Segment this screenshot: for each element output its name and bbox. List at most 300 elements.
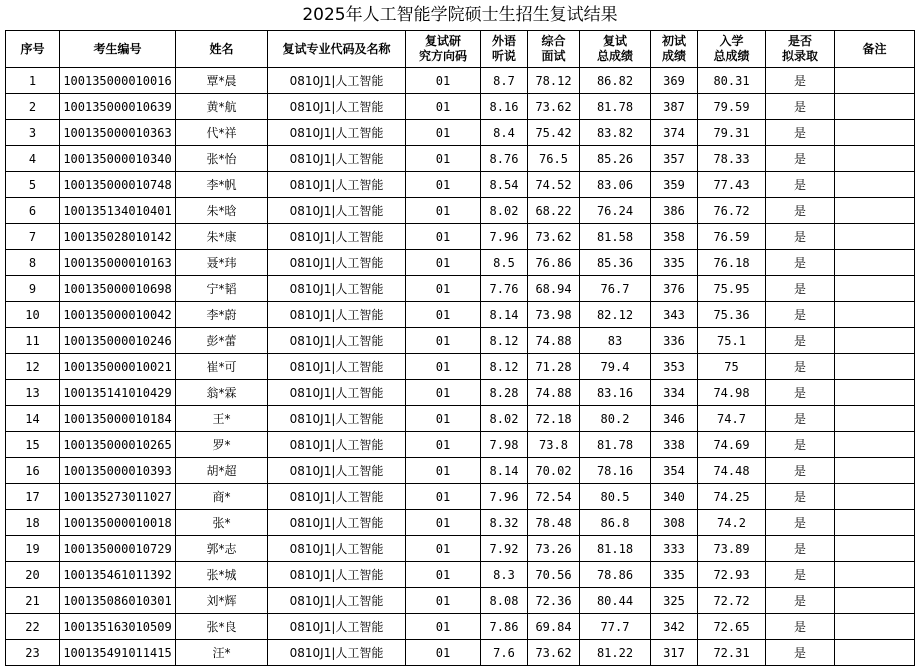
cell-retest-total: 83.06	[580, 172, 651, 198]
cell-seq: 12	[6, 354, 60, 380]
cell-admit: 是	[766, 380, 835, 406]
cell-admit: 是	[766, 250, 835, 276]
table-row	[6, 250, 915, 276]
cell-admit: 是	[766, 354, 835, 380]
cell-initial: 353	[651, 354, 698, 380]
cell-name: 李*蔚	[176, 302, 268, 328]
header-admission-total-line2: 总成绩	[713, 49, 750, 63]
cell-seq: 21	[6, 588, 60, 614]
cell-exam-id: 100135000010042	[60, 302, 176, 328]
table-row	[6, 198, 915, 224]
table-row	[6, 354, 915, 380]
cell-seq: 1	[6, 68, 60, 94]
cell-admission-total: 74.7	[698, 406, 766, 432]
cell-name: 张*良	[176, 614, 268, 640]
cell-name: 郭*志	[176, 536, 268, 562]
cell-interview: 73.98	[528, 302, 580, 328]
cell-admit: 是	[766, 406, 835, 432]
cell-name: 翁*霖	[176, 380, 268, 406]
table-row	[6, 484, 915, 510]
cell-remark	[835, 614, 915, 640]
cell-exam-id: 100135000010729	[60, 536, 176, 562]
table-row	[6, 302, 915, 328]
cell-seq: 14	[6, 406, 60, 432]
cell-name: 张*城	[176, 562, 268, 588]
cell-listening: 8.4	[481, 120, 528, 146]
cell-seq: 13	[6, 380, 60, 406]
cell-major: 0810J1|人工智能	[268, 406, 406, 432]
header-initial	[651, 31, 698, 68]
cell-interview: 72.36	[528, 588, 580, 614]
cell-exam-id: 100135273011027	[60, 484, 176, 510]
cell-major: 0810J1|人工智能	[268, 614, 406, 640]
cell-interview: 73.26	[528, 536, 580, 562]
table-row	[6, 588, 915, 614]
cell-listening: 7.6	[481, 640, 528, 666]
cell-direction: 01	[406, 458, 481, 484]
cell-initial: 335	[651, 250, 698, 276]
cell-initial: 338	[651, 432, 698, 458]
cell-direction: 01	[406, 536, 481, 562]
table-row	[6, 432, 915, 458]
cell-admit: 是	[766, 510, 835, 536]
cell-admission-total: 74.48	[698, 458, 766, 484]
cell-listening: 8.5	[481, 250, 528, 276]
header-admit-line2: 拟录取	[781, 49, 818, 63]
cell-initial: 374	[651, 120, 698, 146]
cell-initial: 386	[651, 198, 698, 224]
cell-interview: 70.56	[528, 562, 580, 588]
cell-admission-total: 73.89	[698, 536, 766, 562]
cell-direction: 01	[406, 510, 481, 536]
cell-remark	[835, 432, 915, 458]
cell-remark	[835, 172, 915, 198]
cell-listening: 8.14	[481, 458, 528, 484]
cell-retest-total: 85.26	[580, 146, 651, 172]
cell-listening: 8.08	[481, 588, 528, 614]
table-row	[6, 328, 915, 354]
cell-admission-total: 72.65	[698, 614, 766, 640]
cell-retest-total: 80.2	[580, 406, 651, 432]
cell-remark	[835, 458, 915, 484]
header-initial-line1: 初试	[661, 34, 686, 48]
cell-remark	[835, 354, 915, 380]
cell-seq: 5	[6, 172, 60, 198]
cell-admit: 是	[766, 432, 835, 458]
cell-interview: 72.54	[528, 484, 580, 510]
cell-name: 覃*晨	[176, 68, 268, 94]
cell-exam-id: 100135000010163	[60, 250, 176, 276]
cell-admit: 是	[766, 68, 835, 94]
header-major	[268, 31, 406, 68]
table-row	[6, 614, 915, 640]
cell-retest-total: 81.78	[580, 432, 651, 458]
header-direction	[406, 31, 481, 68]
header-name-line1: 姓名	[209, 41, 234, 56]
cell-major: 0810J1|人工智能	[268, 172, 406, 198]
cell-interview: 73.62	[528, 640, 580, 666]
cell-interview: 69.84	[528, 614, 580, 640]
cell-listening: 7.92	[481, 536, 528, 562]
cell-remark	[835, 250, 915, 276]
cell-remark	[835, 510, 915, 536]
cell-admission-total: 75.1	[698, 328, 766, 354]
cell-name: 刘*辉	[176, 588, 268, 614]
cell-retest-total: 81.78	[580, 94, 651, 120]
table-row	[6, 120, 915, 146]
table-row	[6, 510, 915, 536]
cell-major: 0810J1|人工智能	[268, 588, 406, 614]
cell-major: 0810J1|人工智能	[268, 68, 406, 94]
cell-admission-total: 77.43	[698, 172, 766, 198]
cell-direction: 01	[406, 120, 481, 146]
cell-admission-total: 72.93	[698, 562, 766, 588]
cell-admission-total: 72.72	[698, 588, 766, 614]
cell-retest-total: 86.82	[580, 68, 651, 94]
cell-name: 王*	[176, 406, 268, 432]
cell-listening: 7.98	[481, 432, 528, 458]
cell-exam-id: 100135000010639	[60, 94, 176, 120]
cell-admit: 是	[766, 484, 835, 510]
cell-initial: 343	[651, 302, 698, 328]
cell-listening: 7.76	[481, 276, 528, 302]
cell-interview: 78.48	[528, 510, 580, 536]
cell-listening: 7.96	[481, 484, 528, 510]
cell-name: 罗*	[176, 432, 268, 458]
cell-name: 代*祥	[176, 120, 268, 146]
cell-retest-total: 80.5	[580, 484, 651, 510]
cell-retest-total: 80.44	[580, 588, 651, 614]
table-row	[6, 94, 915, 120]
cell-seq: 19	[6, 536, 60, 562]
cell-exam-id: 100135000010748	[60, 172, 176, 198]
cell-admit: 是	[766, 562, 835, 588]
cell-exam-id: 100135086010301	[60, 588, 176, 614]
cell-admit: 是	[766, 328, 835, 354]
cell-name: 彭*蕾	[176, 328, 268, 354]
header-major-line1: 复试专业代码及名称	[282, 41, 391, 56]
cell-major: 0810J1|人工智能	[268, 536, 406, 562]
cell-retest-total: 77.7	[580, 614, 651, 640]
cell-remark	[835, 146, 915, 172]
cell-remark	[835, 120, 915, 146]
cell-admission-total: 79.59	[698, 94, 766, 120]
cell-interview: 73.62	[528, 94, 580, 120]
cell-name: 宁*韬	[176, 276, 268, 302]
cell-direction: 01	[406, 276, 481, 302]
cell-admission-total: 72.31	[698, 640, 766, 666]
cell-admit: 是	[766, 94, 835, 120]
cell-interview: 72.18	[528, 406, 580, 432]
cell-remark	[835, 94, 915, 120]
cell-major: 0810J1|人工智能	[268, 276, 406, 302]
cell-remark	[835, 536, 915, 562]
cell-exam-id: 100135491011415	[60, 640, 176, 666]
cell-retest-total: 85.36	[580, 250, 651, 276]
cell-retest-total: 81.18	[580, 536, 651, 562]
header-admission-total	[698, 31, 766, 68]
table-row	[6, 276, 915, 302]
cell-listening: 8.76	[481, 146, 528, 172]
cell-exam-id: 100135000010340	[60, 146, 176, 172]
cell-admit: 是	[766, 458, 835, 484]
cell-listening: 8.54	[481, 172, 528, 198]
cell-admit: 是	[766, 120, 835, 146]
header-seq	[6, 31, 60, 68]
cell-admission-total: 80.31	[698, 68, 766, 94]
header-interview-line1: 综合	[541, 34, 566, 48]
cell-remark	[835, 588, 915, 614]
cell-major: 0810J1|人工智能	[268, 562, 406, 588]
cell-direction: 01	[406, 224, 481, 250]
cell-admit: 是	[766, 302, 835, 328]
cell-initial: 317	[651, 640, 698, 666]
cell-interview: 75.42	[528, 120, 580, 146]
header-interview	[528, 31, 580, 68]
cell-initial: 346	[651, 406, 698, 432]
cell-initial: 369	[651, 68, 698, 94]
cell-remark	[835, 302, 915, 328]
cell-remark	[835, 562, 915, 588]
cell-listening: 8.02	[481, 406, 528, 432]
cell-remark	[835, 224, 915, 250]
cell-retest-total: 81.58	[580, 224, 651, 250]
cell-retest-total: 76.7	[580, 276, 651, 302]
header-direction-line1: 复试研	[424, 34, 461, 48]
cell-initial: 358	[651, 224, 698, 250]
cell-remark	[835, 640, 915, 666]
cell-exam-id: 100135000010698	[60, 276, 176, 302]
cell-major: 0810J1|人工智能	[268, 432, 406, 458]
cell-initial: 334	[651, 380, 698, 406]
cell-name: 朱*晗	[176, 198, 268, 224]
cell-seq: 8	[6, 250, 60, 276]
cell-major: 0810J1|人工智能	[268, 380, 406, 406]
cell-admission-total: 74.69	[698, 432, 766, 458]
cell-admit: 是	[766, 276, 835, 302]
cell-exam-id: 100135000010184	[60, 406, 176, 432]
cell-seq: 6	[6, 198, 60, 224]
cell-listening: 8.3	[481, 562, 528, 588]
cell-initial: 376	[651, 276, 698, 302]
cell-seq: 11	[6, 328, 60, 354]
cell-seq: 7	[6, 224, 60, 250]
cell-listening: 8.32	[481, 510, 528, 536]
cell-name: 崔*可	[176, 354, 268, 380]
cell-seq: 9	[6, 276, 60, 302]
cell-major: 0810J1|人工智能	[268, 146, 406, 172]
cell-listening: 7.86	[481, 614, 528, 640]
cell-major: 0810J1|人工智能	[268, 328, 406, 354]
cell-name: 商*	[176, 484, 268, 510]
header-listening-line1: 外语	[491, 34, 516, 48]
header-exam-id-line1: 考生编号	[93, 41, 142, 56]
cell-listening: 8.16	[481, 94, 528, 120]
cell-retest-total: 78.16	[580, 458, 651, 484]
table-row	[6, 640, 915, 666]
cell-name: 张*	[176, 510, 268, 536]
cell-admission-total: 74.98	[698, 380, 766, 406]
cell-major: 0810J1|人工智能	[268, 458, 406, 484]
cell-admit: 是	[766, 588, 835, 614]
cell-name: 李*帆	[176, 172, 268, 198]
cell-retest-total: 81.22	[580, 640, 651, 666]
cell-exam-id: 100135028010142	[60, 224, 176, 250]
cell-remark	[835, 328, 915, 354]
table-row	[6, 380, 915, 406]
cell-major: 0810J1|人工智能	[268, 198, 406, 224]
cell-major: 0810J1|人工智能	[268, 302, 406, 328]
table-row	[6, 406, 915, 432]
header-admit-line1: 是否	[787, 34, 812, 48]
cell-retest-total: 76.24	[580, 198, 651, 224]
cell-initial: 387	[651, 94, 698, 120]
cell-remark	[835, 198, 915, 224]
cell-seq: 4	[6, 146, 60, 172]
header-name	[176, 31, 268, 68]
cell-direction: 01	[406, 198, 481, 224]
cell-admit: 是	[766, 614, 835, 640]
cell-retest-total: 78.86	[580, 562, 651, 588]
cell-major: 0810J1|人工智能	[268, 120, 406, 146]
cell-exam-id: 100135000010246	[60, 328, 176, 354]
cell-initial: 340	[651, 484, 698, 510]
cell-seq: 3	[6, 120, 60, 146]
cell-admission-total: 79.31	[698, 120, 766, 146]
cell-admission-total: 76.18	[698, 250, 766, 276]
cell-direction: 01	[406, 250, 481, 276]
table-row	[6, 68, 915, 94]
cell-name: 朱*康	[176, 224, 268, 250]
cell-interview: 73.62	[528, 224, 580, 250]
cell-major: 0810J1|人工智能	[268, 484, 406, 510]
cell-admission-total: 75.95	[698, 276, 766, 302]
cell-major: 0810J1|人工智能	[268, 224, 406, 250]
header-interview-line2: 面试	[541, 49, 566, 63]
cell-admit: 是	[766, 640, 835, 666]
cell-exam-id: 100135000010393	[60, 458, 176, 484]
cell-direction: 01	[406, 614, 481, 640]
cell-initial: 354	[651, 458, 698, 484]
page-title: 2025年人工智能学院硕士生招生复试结果	[302, 5, 618, 25]
table-row	[6, 146, 915, 172]
results-table	[5, 30, 915, 666]
cell-exam-id: 100135461011392	[60, 562, 176, 588]
header-listening-line2: 听说	[491, 49, 516, 63]
cell-initial: 325	[651, 588, 698, 614]
cell-admission-total: 78.33	[698, 146, 766, 172]
header-row	[6, 31, 915, 68]
cell-seq: 10	[6, 302, 60, 328]
cell-exam-id: 100135000010363	[60, 120, 176, 146]
cell-interview: 76.86	[528, 250, 580, 276]
cell-interview: 70.02	[528, 458, 580, 484]
cell-interview: 74.88	[528, 380, 580, 406]
cell-admit: 是	[766, 536, 835, 562]
cell-direction: 01	[406, 68, 481, 94]
header-listening	[481, 31, 528, 68]
cell-exam-id: 100135000010018	[60, 510, 176, 536]
table-row	[6, 536, 915, 562]
cell-admit: 是	[766, 172, 835, 198]
cell-major: 0810J1|人工智能	[268, 510, 406, 536]
cell-seq: 17	[6, 484, 60, 510]
table-row	[6, 172, 915, 198]
cell-direction: 01	[406, 640, 481, 666]
cell-direction: 01	[406, 94, 481, 120]
cell-seq: 22	[6, 614, 60, 640]
cell-admission-total: 76.59	[698, 224, 766, 250]
cell-seq: 23	[6, 640, 60, 666]
cell-listening: 8.02	[481, 198, 528, 224]
cell-listening: 7.96	[481, 224, 528, 250]
table-row	[6, 224, 915, 250]
cell-retest-total: 82.12	[580, 302, 651, 328]
cell-remark	[835, 484, 915, 510]
cell-initial: 357	[651, 146, 698, 172]
cell-interview: 71.28	[528, 354, 580, 380]
cell-initial: 342	[651, 614, 698, 640]
header-remark	[835, 31, 915, 68]
table-row	[6, 562, 915, 588]
header-direction-line2: 究方向码	[418, 49, 467, 63]
cell-major: 0810J1|人工智能	[268, 354, 406, 380]
cell-seq: 2	[6, 94, 60, 120]
cell-interview: 78.12	[528, 68, 580, 94]
header-remark-line1: 备注	[862, 41, 887, 56]
cell-initial: 359	[651, 172, 698, 198]
cell-listening: 8.14	[481, 302, 528, 328]
cell-initial: 308	[651, 510, 698, 536]
cell-exam-id: 100135000010265	[60, 432, 176, 458]
cell-initial: 333	[651, 536, 698, 562]
cell-seq: 16	[6, 458, 60, 484]
cell-admission-total: 75	[698, 354, 766, 380]
cell-direction: 01	[406, 588, 481, 614]
cell-major: 0810J1|人工智能	[268, 640, 406, 666]
cell-admission-total: 74.2	[698, 510, 766, 536]
cell-retest-total: 83.82	[580, 120, 651, 146]
cell-listening: 8.12	[481, 354, 528, 380]
cell-name: 黄*航	[176, 94, 268, 120]
cell-initial: 335	[651, 562, 698, 588]
header-retest-total-line2: 总成绩	[596, 49, 633, 63]
cell-admission-total: 74.25	[698, 484, 766, 510]
cell-initial: 336	[651, 328, 698, 354]
cell-admit: 是	[766, 198, 835, 224]
header-seq-line1: 序号	[20, 41, 45, 56]
cell-admission-total: 76.72	[698, 198, 766, 224]
cell-name: 胡*超	[176, 458, 268, 484]
cell-direction: 01	[406, 354, 481, 380]
cell-exam-id: 100135141010429	[60, 380, 176, 406]
cell-remark	[835, 276, 915, 302]
cell-retest-total: 83.16	[580, 380, 651, 406]
cell-listening: 8.28	[481, 380, 528, 406]
cell-direction: 01	[406, 172, 481, 198]
cell-interview: 73.8	[528, 432, 580, 458]
cell-major: 0810J1|人工智能	[268, 250, 406, 276]
cell-admit: 是	[766, 146, 835, 172]
cell-direction: 01	[406, 484, 481, 510]
cell-direction: 01	[406, 328, 481, 354]
header-initial-line2: 成绩	[661, 49, 686, 63]
cell-interview: 74.88	[528, 328, 580, 354]
cell-interview: 74.52	[528, 172, 580, 198]
header-exam-id	[60, 31, 176, 68]
cell-retest-total: 79.4	[580, 354, 651, 380]
cell-seq: 15	[6, 432, 60, 458]
